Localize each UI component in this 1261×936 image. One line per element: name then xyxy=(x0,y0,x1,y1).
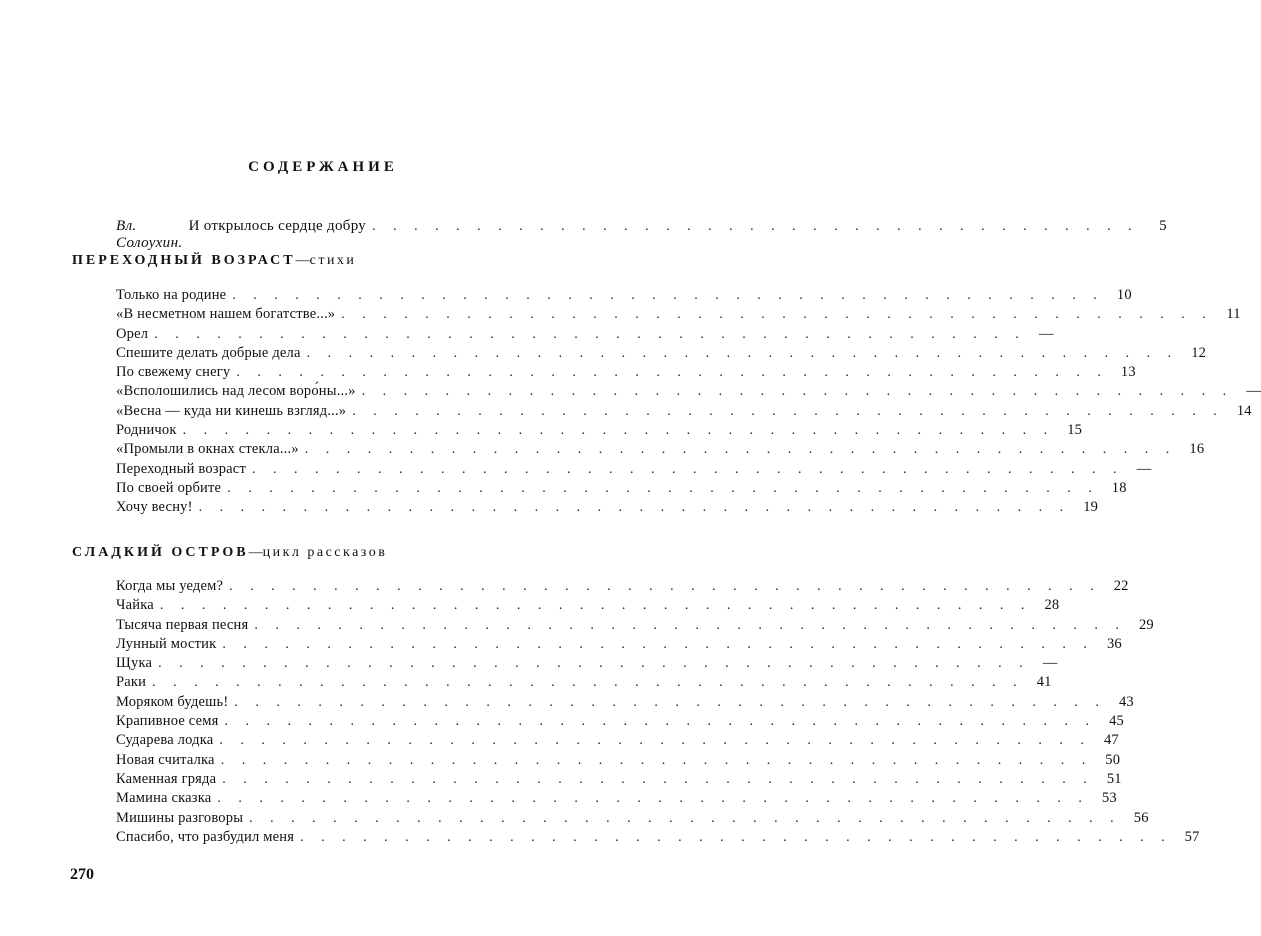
section-dash: — xyxy=(248,545,263,560)
leader-dots: . . . . . . . . . . . . . . . . . . . . . . . . . . . . . . . . . . . . . . . . . . xyxy=(152,675,1024,691)
toc-entry xyxy=(116,402,1252,422)
toc-entry xyxy=(116,499,1099,518)
toc-entry-title: Спешите делать добрые дела xyxy=(116,344,301,361)
toc-entry-page: — xyxy=(1136,460,1152,477)
section-subtitle: стихи xyxy=(309,253,357,268)
toc-entry-page: 51 xyxy=(1106,770,1122,787)
toc-entry-title: Раки xyxy=(116,674,147,691)
toc-entry-title: Чайка xyxy=(116,597,154,614)
toc-entry xyxy=(116,693,1134,713)
leader-dots: . . . . . . . . . . . . . . . . . . . . . . . . . . . . . . . . . . . . . . . . . . xyxy=(154,326,1026,342)
leader-dots: . . . . . . . . . . . . . . . . . . . . . . . . . . . . . . . . . . . . . . . . . . xyxy=(222,636,1094,652)
leader-dots: . . . . . . . . . . . . . . . . . . . . . . . . . . . . . . . . . . . . . . . . . . xyxy=(251,461,1124,477)
toc-entry-page: 18 xyxy=(1111,479,1127,496)
toc-entry-title: По своей орбите xyxy=(116,479,222,496)
leader-dots: . . . . . . . . . . . . . . . . . . . . . . . . . . . . . . . . . . . . . . . . . . xyxy=(352,403,1224,419)
toc-entry xyxy=(116,364,1136,383)
toc-entry xyxy=(116,751,1121,771)
toc-entry-title: «В несметном нашем богатстве...» xyxy=(116,306,336,323)
toc-entry xyxy=(116,479,1127,499)
toc-entry-page: 10 xyxy=(1116,287,1132,303)
toc-entry xyxy=(116,306,1241,325)
toc-entry-page: 45 xyxy=(1109,713,1124,730)
toc-entry-page: — xyxy=(1246,383,1261,400)
toc-entry-page: 28 xyxy=(1044,597,1060,614)
toc-entry xyxy=(116,732,1119,751)
leader-dots: . . . . . . . . . . . . . . . . . . . . . . . . . . . . . . . . . . . . . . . . . . xyxy=(300,829,1172,845)
toc-entry-title: Хочу весну! xyxy=(116,499,193,516)
toc-entry-title: «Всполошились над лесом воро́ны...» xyxy=(116,383,356,400)
toc-entry xyxy=(116,616,1154,636)
page-title: СОДЕРЖАНИЕ xyxy=(248,159,398,175)
leader-dots: . . . . . . . . . . . . . . . . . . . . . . . . . . . . . . . . . . . . . . . . . . xyxy=(361,384,1234,400)
leader-dots: . . . . . . . . . . . . . . . . . . . . . . . . . . . . . . . . . . . . . . . . . . xyxy=(236,365,1108,381)
toc-entry xyxy=(116,383,1261,402)
intro-entry xyxy=(116,218,1167,251)
toc-entry-page: — xyxy=(1042,655,1058,672)
toc-entry xyxy=(116,713,1124,732)
leader-dots: . . . . . . . . . . . . . . . . . . . . . . . . . . . . . . . . . . . . . xyxy=(372,219,1139,234)
toc-entry-page: 22 xyxy=(1113,578,1129,594)
toc-entry-title: Мамина сказка xyxy=(116,790,212,807)
section-heading-sweet-island xyxy=(72,545,387,561)
toc-entry-title: Каменная гряда xyxy=(116,770,217,787)
leader-dots: . . . . . . . . . . . . . . . . . . . . . . . . . . . . . . . . . . . . . . . . . . xyxy=(219,733,1091,749)
toc-entry-title: Моряком будешь! xyxy=(116,693,229,710)
toc-entry-title: Сударева лодка xyxy=(116,732,214,749)
section-title: ПЕРЕХОДНЫЙ ВОЗРАСТ xyxy=(72,253,296,268)
toc-entry-page: 11 xyxy=(1226,306,1241,323)
toc-entry xyxy=(116,325,1054,345)
toc-entry-title: Лунный мостик xyxy=(116,635,217,652)
leader-dots: . . . . . . . . . . . . . . . . . . . . . . . . . . . . . . . . . . . . . . . . . . xyxy=(224,714,1096,730)
section-heading-transitional-age xyxy=(72,253,356,269)
toc-entry xyxy=(116,287,1132,306)
toc-entry-title: Крапивное семя xyxy=(116,713,219,730)
section-title: СЛАДКИЙ ОСТРОВ xyxy=(72,545,249,560)
toc-entry-page: 47 xyxy=(1103,732,1119,749)
leader-dots: . . . . . . . . . . . . . . . . . . . . . . . . . . . . . . . . . . . . . . . . . . xyxy=(159,598,1032,614)
intro-page: 5 xyxy=(1159,218,1167,234)
intro-title: И открылось сердце добру xyxy=(188,218,367,234)
leader-dots: . . . . . . . . . . . . . . . . . . . . . . . . . . . . . . . . . . . . . . . . . . xyxy=(249,810,1121,826)
toc-entry-title: Орел xyxy=(116,325,149,342)
leader-dots: . . . . . . . . . . . . . . . . . . . . . . . . . . . . . . . . . . . . . . . . . . xyxy=(229,579,1101,594)
leader-dots: . . . . . . . . . . . . . . . . . . . . . . . . . . . . . . . . . . . . . . . . . . xyxy=(182,423,1055,439)
toc-entry-page: 41 xyxy=(1036,674,1052,691)
page-number: 270 xyxy=(70,866,94,883)
toc-entry-title: Спасибо, что разбудил меня xyxy=(116,828,295,845)
leader-dots: . . . . . . . . . . . . . . . . . . . . . . . . . . . . . . . . . . . . . . . . . . xyxy=(227,480,1099,496)
toc-entry xyxy=(116,809,1149,829)
toc-entry-title: По свежему снегу xyxy=(116,364,231,381)
toc-entry-page: 53 xyxy=(1101,790,1117,807)
section-subtitle: цикл рассказов xyxy=(262,545,388,560)
leader-dots: . . . . . . . . . . . . . . . . . . . . . . . . . . . . . . . . . . . . . . . . . . xyxy=(234,694,1106,710)
toc-entry xyxy=(116,655,1058,674)
toc-entry-title: Переходный возраст xyxy=(116,460,246,477)
toc-entry-page: 14 xyxy=(1236,402,1252,419)
leader-dots: . . . . . . . . . . . . . . . . . . . . . . . . . . . . . . . . . . . . . . . . . . xyxy=(198,500,1071,516)
toc-entry-title: Когда мы уедем? xyxy=(116,578,224,594)
toc-entry-page: 50 xyxy=(1105,751,1121,768)
leader-dots: . . . . . . . . . . . . . . . . . . . . . . . . . . . . . . . . . . . . . . . . . . xyxy=(254,617,1126,633)
toc-entry-title: «Весна — куда ни кинешь взгляд...» xyxy=(116,402,347,419)
toc-entry xyxy=(116,790,1117,809)
toc-entry-page: 43 xyxy=(1118,693,1134,710)
leader-dots: . . . . . . . . . . . . . . . . . . . . . . . . . . . . . . . . . . . . . . . . . . xyxy=(220,752,1093,768)
toc-list-stories xyxy=(116,578,1200,848)
toc-entry-page: 13 xyxy=(1120,364,1136,381)
leader-dots: . . . . . . . . . . . . . . . . . . . . . . . . . . . . . . . . . . . . . . . . . . xyxy=(158,656,1030,672)
intro-author: Вл. Солоухин. xyxy=(116,218,183,251)
leader-dots: . . . . . . . . . . . . . . . . . . . . . . . . . . . . . . . . . . . . . . . . . . xyxy=(341,307,1213,323)
toc-entry xyxy=(116,674,1052,693)
section-dash: — xyxy=(295,253,310,268)
toc-entry xyxy=(116,578,1129,597)
toc-entry-page: 19 xyxy=(1083,499,1099,516)
toc-entry-page: 29 xyxy=(1138,616,1154,633)
leader-dots: . . . . . . . . . . . . . . . . . . . . . . . . . . . . . . . . . . . . . . . . . . xyxy=(304,442,1177,458)
toc-list-poems xyxy=(116,287,1261,519)
toc-entry-page: 15 xyxy=(1067,422,1083,439)
toc-entry-title: Щука xyxy=(116,655,153,672)
toc-entry xyxy=(116,828,1200,848)
toc-entry xyxy=(116,770,1122,790)
toc-entry-title: «Промыли в окнах стекла...» xyxy=(116,441,299,458)
toc-entry-title: Родничок xyxy=(116,422,177,439)
leader-dots: . . . . . . . . . . . . . . . . . . . . . . . . . . . . . . . . . . . . . . . . . . xyxy=(222,771,1094,787)
leader-dots: . . . . . . . . . . . . . . . . . . . . . . . . . . . . . . . . . . . . . . . . . . xyxy=(217,791,1089,807)
toc-entry xyxy=(116,460,1152,480)
toc-entry-title: Новая считалка xyxy=(116,751,215,768)
toc-entry-page: 12 xyxy=(1191,344,1207,361)
toc-entry xyxy=(116,344,1207,364)
leader-dots: . . . . . . . . . . . . . . . . . . . . . . . . . . . . . . . . . . . . . . . . . . xyxy=(306,345,1179,361)
toc-entry-title: Мишины разговоры xyxy=(116,809,244,826)
toc-entry-page: 57 xyxy=(1184,828,1200,845)
toc-entry xyxy=(116,597,1060,616)
toc-entry xyxy=(116,422,1083,441)
toc-entry-title: Тысяча первая песня xyxy=(116,616,249,633)
toc-entry-page: — xyxy=(1039,325,1054,342)
leader-dots: . . . . . . . . . . . . . . . . . . . . . . . . . . . . . . . . . . . . . . . . . . xyxy=(232,288,1104,303)
toc-entry xyxy=(116,635,1122,655)
toc-entry-page: 56 xyxy=(1133,809,1149,826)
toc-entry-page: 16 xyxy=(1189,441,1205,458)
toc-entry-page: 36 xyxy=(1106,635,1122,652)
toc-entry-title: Только на родине xyxy=(116,287,227,303)
toc-entry xyxy=(116,441,1205,460)
